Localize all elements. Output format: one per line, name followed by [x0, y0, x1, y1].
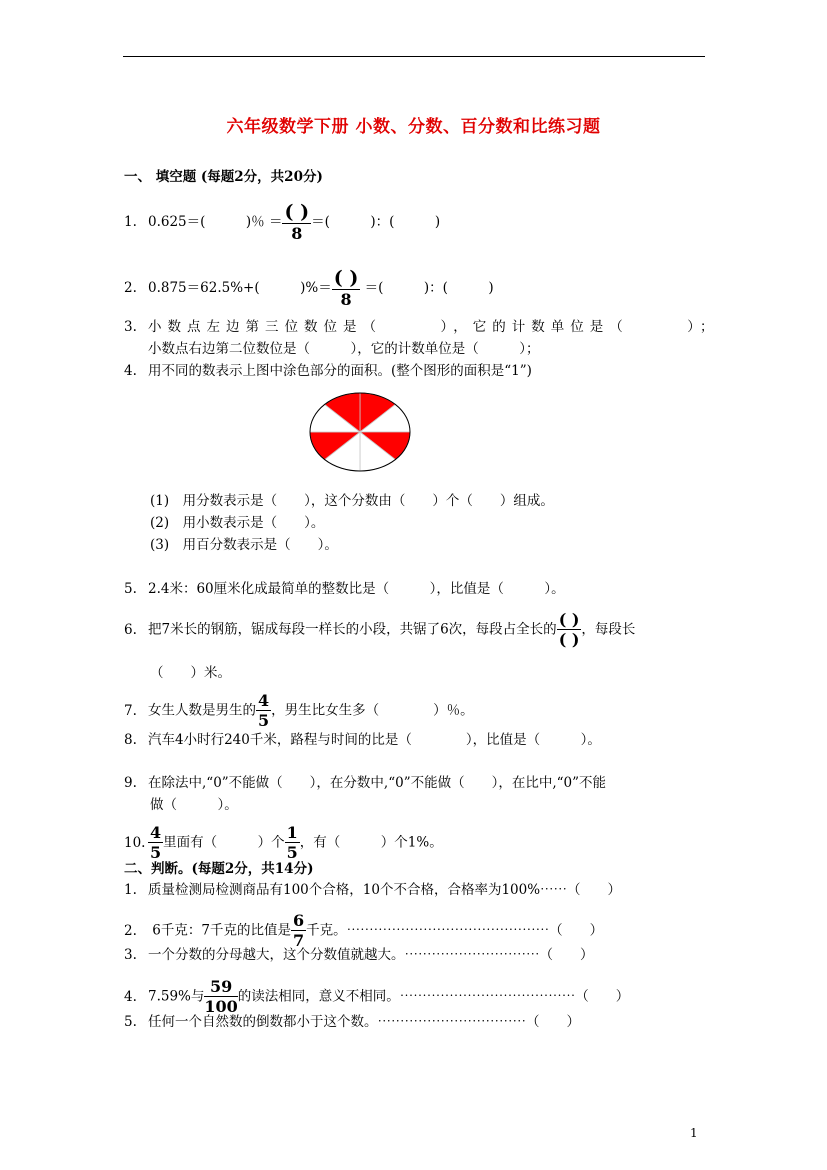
- question-7-text-a: 女生人数是男生的: [148, 702, 256, 719]
- question-number: 10.: [124, 834, 146, 851]
- judgement-4-text-b: 的读法相同，意义不相同。⋯⋯⋯⋯⋯⋯⋯⋯⋯⋯⋯⋯⋯（ ）: [237, 988, 630, 1005]
- question-number: 4.: [124, 363, 137, 379]
- question-number: 3.: [124, 319, 137, 335]
- question-2-text-b: ＝( )：( ): [360, 280, 494, 296]
- judgement-1-text: 质量检测局检测商品有100个合格，10个不合格，合格率为100%⋯⋯（ ）: [148, 882, 622, 898]
- page-title: 六年级数学下册 小数、分数、百分数和比练习题: [226, 117, 601, 137]
- question-number: 1.: [124, 882, 137, 898]
- question-6-text-b: ，每段长: [581, 621, 636, 638]
- question-2: [124, 269, 494, 308]
- question-number: 1.: [124, 214, 137, 230]
- question-9: [124, 774, 606, 792]
- question-6-text-a: 把7米长的钢筋，锯成每段一样长的小段，共锯了6次，每段占全长的: [148, 621, 557, 638]
- judgement-2: [124, 913, 603, 949]
- fraction-1-5: $\frac{1}{5}$: [286, 823, 298, 862]
- question-5-text: 2.4米：60厘米化成最简单的整数比是（ ），比值是（ ）。: [148, 581, 565, 597]
- fraction-4-5: $\frac{4}{5}$: [258, 691, 270, 730]
- question-number: 8.: [124, 732, 137, 748]
- question-number: 6.: [124, 621, 137, 638]
- judgement-3: [124, 946, 594, 964]
- section-2-heading: 二、判断。(每题2分，共14分): [124, 861, 314, 877]
- shaded-ellipse-figure: [308, 391, 412, 473]
- judgement-4-text-a: 7.59%与: [148, 988, 205, 1005]
- question-6: [124, 612, 635, 648]
- question-4-sub-2: (2) 用小数表示是（ ）。: [150, 515, 325, 531]
- question-3-line-2: 小数点右边第二位数位是（ ），它的计数单位是（ ）；: [148, 341, 540, 357]
- question-number: 3.: [124, 947, 137, 963]
- judgement-3-text: 一个分数的分母越大，这个分数值就越大。⋯⋯⋯⋯⋯⋯⋯⋯⋯⋯（ ）: [148, 947, 594, 963]
- header-rule: [123, 56, 705, 57]
- judgement-5-text: 任何一个自然数的倒数都小于这个数。⋯⋯⋯⋯⋯⋯⋯⋯⋯⋯⋯（ ）: [148, 1014, 580, 1030]
- fraction-6-7: $\frac{6}{7}$: [292, 911, 305, 950]
- question-10: [124, 825, 443, 861]
- question-7: [124, 693, 474, 729]
- fraction-blank-over-blank: $\frac{( )}{( )}$: [558, 610, 580, 649]
- question-2-text-a: 0.875＝62.5%+( )%＝: [148, 280, 332, 296]
- question-6-line-2: （ ）米。: [150, 665, 231, 681]
- question-number: 9.: [124, 775, 137, 791]
- judgement-5: [124, 1013, 580, 1031]
- question-number: 2.: [124, 280, 137, 296]
- question-3-line-1: 小数点左边第三位数位是（ ），它的计数单位是（ ）；: [148, 319, 720, 335]
- question-9-line-1: 在除法中,“0”不能做（ ），在分数中,“0”不能做（ ），在比中,“0”不能: [148, 775, 607, 791]
- fraction-59-100: $\frac{59}{100}$: [204, 977, 238, 1016]
- question-8-text: 汽车4小时行240千米，路程与时间的比是（ ），比值是（ ）。: [148, 732, 601, 748]
- question-1-text-a: 0.625＝( )％ ＝: [148, 214, 283, 230]
- question-1: [124, 203, 440, 242]
- fraction-blank-over-8: $\frac{( )}{8}$: [284, 201, 310, 243]
- section-1-heading: 一、 填空题 (每题2分，共20分): [124, 169, 323, 185]
- question-number: 5.: [124, 1014, 137, 1030]
- question-8: [124, 731, 601, 749]
- question-9-line-2: 做（ ）。: [150, 797, 238, 813]
- fraction-blank-over-8: $\frac{( )}{8}$: [333, 267, 359, 309]
- question-4-text: 用不同的数表示上图中涂色部分的面积。(整个图形的面积是“1”): [148, 363, 532, 379]
- question-4: [124, 362, 532, 380]
- page-number: 1: [690, 1126, 698, 1140]
- judgement-2-text-a: 6千克：7千克的比值是: [148, 922, 291, 939]
- question-number: 2.: [124, 922, 137, 939]
- question-5: [124, 580, 565, 598]
- question-1-text-b: ＝( )：( ): [311, 214, 441, 230]
- judgement-2-text-b: 千克。⋯⋯⋯⋯⋯⋯⋯⋯⋯⋯⋯⋯⋯⋯⋯（ ）: [306, 922, 604, 939]
- question-7-text-b: ，男生比女生多（ ）％。: [271, 702, 474, 719]
- question-10-text-a: 里面有（ ）个: [163, 834, 285, 851]
- question-10-text-b: ，有（ ）个1%。: [299, 834, 443, 851]
- question-number: 4.: [124, 988, 137, 1005]
- judgement-4: [124, 979, 629, 1015]
- question-4-sub-3: (3) 用百分数表示是（ ）。: [150, 537, 338, 553]
- question-3: [124, 318, 720, 336]
- question-number: 5.: [124, 581, 137, 597]
- question-number: 7.: [124, 702, 137, 719]
- question-4-sub-1: (1) 用分数表示是（ ），这个分数由（ ）个（ ）组成。: [150, 493, 554, 509]
- fraction-4-5: $\frac{4}{5}$: [150, 823, 162, 862]
- judgement-1: [124, 881, 621, 899]
